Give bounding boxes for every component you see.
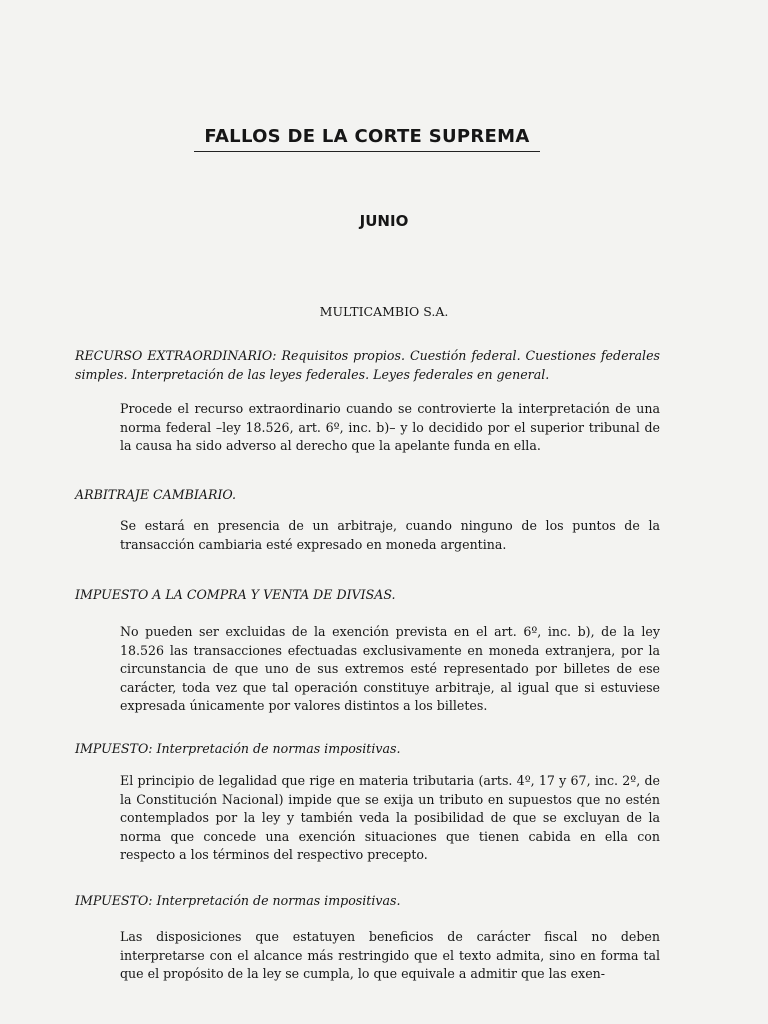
summary-paragraph: Se estará en presencia de un arbitraje, cuando ninguno de los puntos de la transacción cambiaria esté expresado en moneda argentina.	[120, 518, 660, 552]
summary-heading: IMPUESTO A LA COMPRA Y VENTA DE DIVISAS.	[75, 587, 396, 602]
summary-paragraph: Procede el recurso extraordinario cuando se controvierte la interpretación de una norma federal –ley 18.526, art. 6º, inc. b)– y lo decidido por el superior tribunal de la causa ha sido adverso al derecho que la apelante funda en ella.	[120, 401, 660, 453]
summary-paragraph: El principio de legalidad que rige en materia tributaria (arts. 4º, 17 y 67, inc. 2º, de la Constitución Nacional) impide que se exija un tributo en supuestos que no estén contemplados por la ley y también veda la posibilidad de que se excluyan de la norma que concede una exención situaciones que tienen cabida en ella con respecto a los términos del respectivo precepto.	[120, 773, 660, 862]
summary-paragraph: No pueden ser excluidas de la exención prevista en el art. 6º, inc. b), de la ley 18.526 las transacciones efectuadas exclusivamente en moneda extranjera, por la circunstancia de que uno de sus extremos esté representado por billetes de ese carácter, toda vez que tal operación constituye arbitraje, al igual que si estuviese expresada únicamente por valores distintos a los billetes.	[120, 624, 660, 713]
case-name: MULTICAMBIO S.A.	[319, 304, 449, 319]
summary-heading: IMPUESTO: Interpretación de normas impositivas.	[75, 893, 401, 908]
summary-paragraph: Las disposiciones que estatuyen beneficios de carácter fiscal no deben interpretarse con el alcance más restringido que el texto admita, sino en forma tal que el propósito de la ley se cumpla, lo que equivale a admitir que las exen-	[120, 929, 660, 981]
month-heading: JUNIO	[359, 212, 409, 230]
summary-heading: RECURSO EXTRAORDINARIO: Requisitos propios. Cuestión federal. Cuestiones federales simples. Interpretación de las leyes federales. Leyes federales en general.	[75, 348, 660, 382]
page-title: FALLOS DE LA CORTE SUPREMA	[194, 126, 540, 152]
summary-heading: ARBITRAJE CAMBIARIO.	[75, 487, 237, 502]
summary-heading: IMPUESTO: Interpretación de normas impositivas.	[75, 741, 401, 756]
